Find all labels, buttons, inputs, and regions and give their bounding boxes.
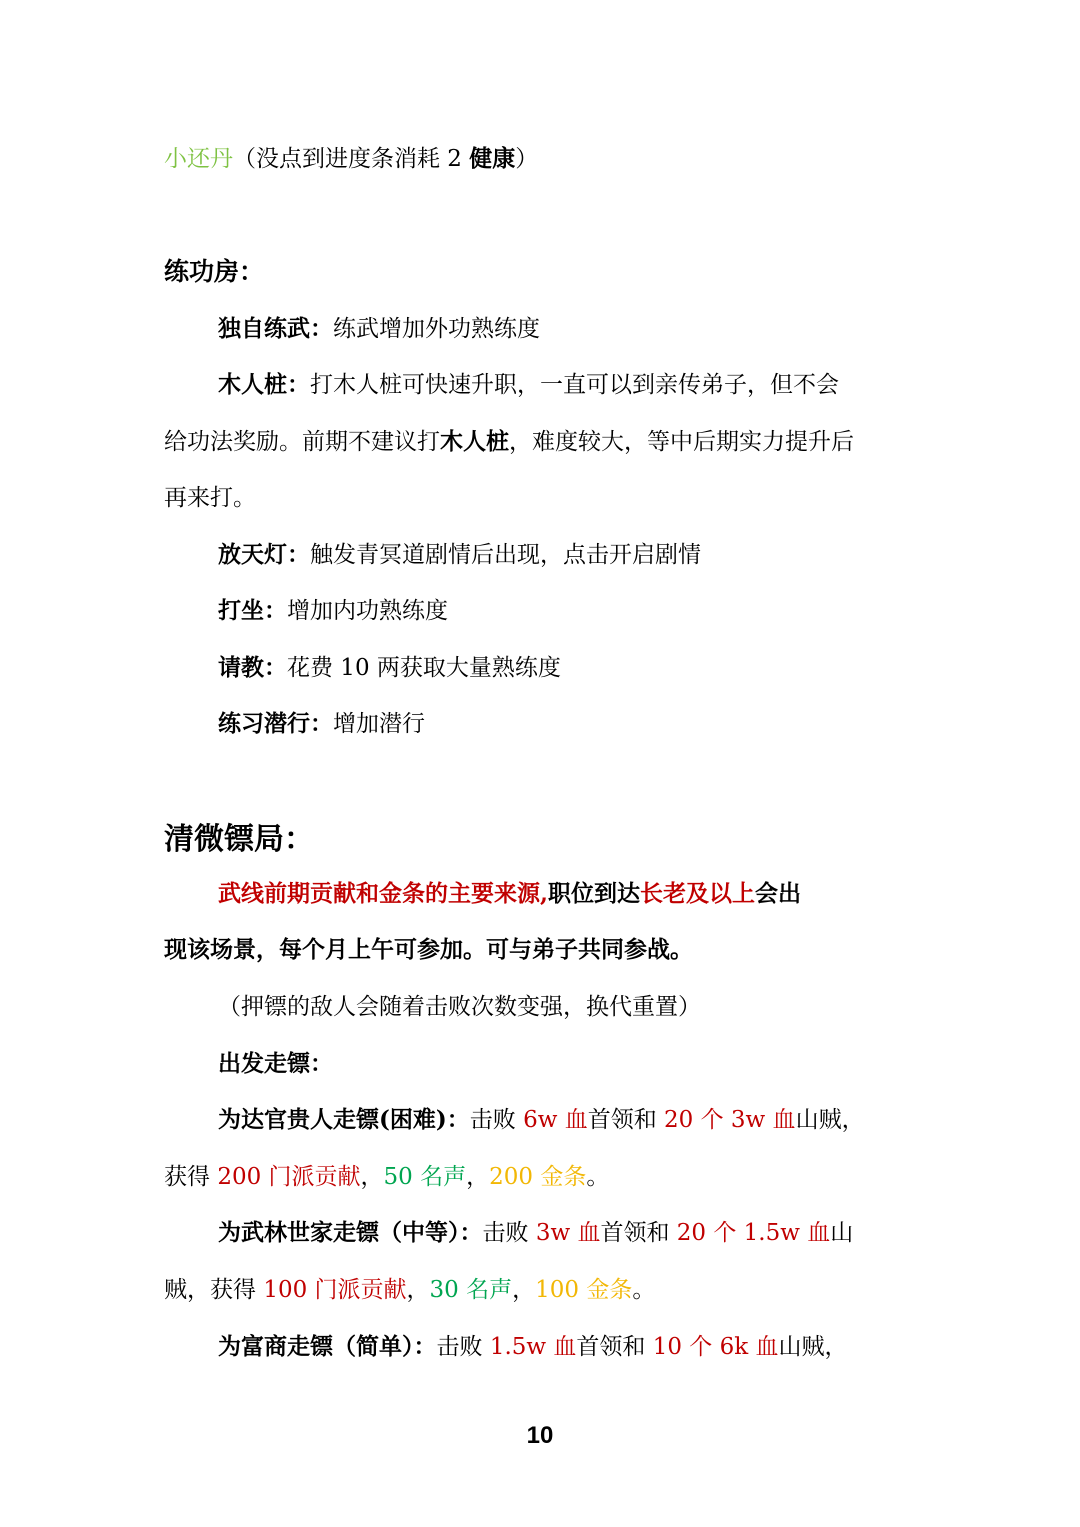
practice-item bbox=[218, 540, 701, 570]
practice-text: ，难度较大，等中后期实力提升后 bbox=[509, 429, 854, 455]
run-label: 为达官贵人走镖(困难)： bbox=[218, 1106, 470, 1133]
heading-practice-room: 练功房： bbox=[164, 257, 265, 286]
escort-run-easy bbox=[218, 1332, 847, 1362]
bandit-hp: 10 个 6k 血 bbox=[652, 1334, 779, 1360]
practice-label: 木人桩： bbox=[218, 371, 310, 398]
run-text: 。 bbox=[632, 1277, 656, 1303]
bandit-hp: 20 个 3w 血 bbox=[664, 1107, 796, 1133]
escort-run-medium-reward bbox=[164, 1275, 655, 1305]
escort-intro-cont: 现该场景，每个月上午可参加。可与弟子共同参战。 bbox=[164, 936, 693, 963]
boss-hp: 1.5w 血 bbox=[489, 1334, 577, 1360]
practice-item bbox=[218, 709, 425, 739]
intro-text: 会出 bbox=[755, 880, 802, 907]
run-text: ， bbox=[406, 1277, 430, 1303]
reward-contribution: 100 门派贡献 bbox=[263, 1277, 407, 1303]
run-text: 击败 bbox=[482, 1220, 536, 1246]
item-desc-close: ） bbox=[515, 146, 539, 172]
run-text: 获得 bbox=[164, 1164, 218, 1190]
boss-hp: 3w 血 bbox=[535, 1220, 601, 1246]
page-number: 10 bbox=[526, 1422, 554, 1449]
escort-run-hard bbox=[218, 1105, 865, 1135]
run-text: 。 bbox=[586, 1164, 610, 1190]
escort-intro bbox=[218, 879, 801, 909]
run-text: 首领和 bbox=[576, 1334, 653, 1360]
practice-item bbox=[218, 370, 839, 400]
run-text: 击败 bbox=[436, 1334, 490, 1360]
run-text: 击败 bbox=[469, 1107, 524, 1133]
practice-text: 给功法奖励。前期不建议打 bbox=[164, 429, 440, 455]
intro-text: 职位到达 bbox=[548, 880, 641, 907]
practice-label: 独自练武： bbox=[218, 315, 333, 342]
practice-item bbox=[218, 314, 540, 344]
practice-label: 放天灯： bbox=[218, 541, 310, 568]
practice-item-cont: 再来打。 bbox=[164, 485, 256, 511]
run-label: 为武林世家走镖（中等）： bbox=[218, 1219, 483, 1246]
intro-red: 长老及以上 bbox=[640, 880, 756, 907]
reward-gold: 200 金条 bbox=[489, 1164, 587, 1190]
practice-text: 增加潜行 bbox=[333, 711, 425, 737]
item-desc-bold: 健康 bbox=[469, 145, 516, 172]
intro-red: 武线前期贡献和金条的主要来源, bbox=[218, 880, 549, 907]
reward-fame: 50 名声 bbox=[383, 1164, 467, 1190]
run-label: 为富商走镖（简单）： bbox=[218, 1333, 437, 1360]
reward-fame: 30 名声 bbox=[429, 1277, 513, 1303]
run-text: 山 bbox=[830, 1220, 854, 1246]
practice-label: 请教： bbox=[218, 654, 287, 681]
paragraph-xiaohuandan bbox=[164, 144, 538, 174]
escort-run-medium bbox=[218, 1218, 853, 1248]
practice-label: 打坐： bbox=[218, 597, 287, 624]
practice-text: 花费 10 两获取大量熟练度 bbox=[287, 655, 561, 681]
run-text: ， bbox=[466, 1164, 490, 1190]
bandit-hp: 20 个 1.5w 血 bbox=[676, 1220, 831, 1246]
reward-contribution: 200 门派贡献 bbox=[217, 1164, 361, 1190]
escort-run-hard-reward bbox=[164, 1162, 609, 1192]
practice-item-cont bbox=[164, 427, 854, 457]
boss-hp: 6w 血 bbox=[523, 1107, 588, 1133]
practice-item bbox=[218, 596, 448, 626]
item-desc: （没点到进度条消耗 2 bbox=[233, 146, 470, 172]
run-text: 首领和 bbox=[600, 1220, 677, 1246]
reward-gold: 100 金条 bbox=[535, 1277, 633, 1303]
practice-text-bold: 木人桩 bbox=[440, 428, 509, 455]
run-text: ， bbox=[512, 1277, 536, 1303]
practice-item bbox=[218, 653, 561, 683]
run-text: ， bbox=[360, 1164, 384, 1190]
depart-heading: 出发走镖： bbox=[218, 1050, 333, 1077]
practice-text: 增加内功熟练度 bbox=[287, 598, 448, 624]
run-text: 贼，获得 bbox=[164, 1277, 264, 1303]
run-text: 山贼， bbox=[795, 1107, 865, 1133]
run-text: 首领和 bbox=[587, 1107, 665, 1133]
practice-text: 练武增加外功熟练度 bbox=[333, 316, 540, 342]
practice-label: 练习潜行： bbox=[218, 710, 333, 737]
item-name: 小还丹 bbox=[164, 146, 233, 172]
practice-text: 触发青冥道剧情后出现，点击开启剧情 bbox=[310, 542, 701, 568]
practice-text: 打木人桩可快速升职，一直可以到亲传弟子，但不会 bbox=[310, 372, 839, 398]
heading-escort-bureau: 清微镖局： bbox=[164, 822, 314, 857]
escort-note: （押镖的敌人会随着击败次数变强，换代重置） bbox=[218, 994, 701, 1020]
run-text: 山贼， bbox=[778, 1334, 848, 1360]
